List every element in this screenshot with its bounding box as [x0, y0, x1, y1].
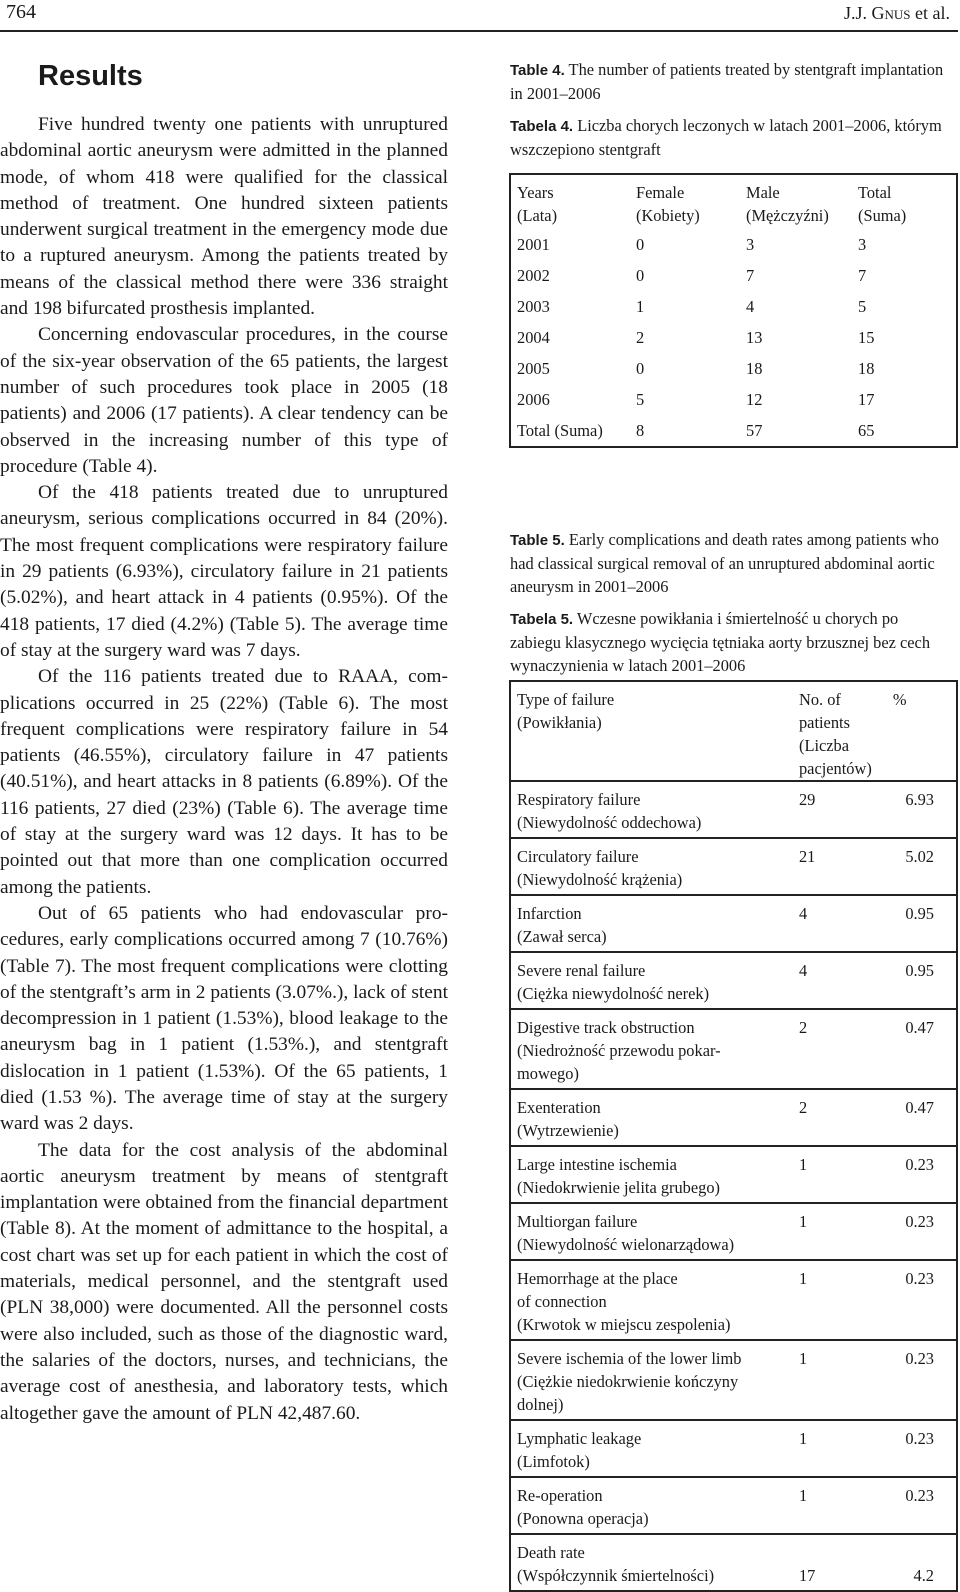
table-cell: Severe renal failure (Ciężka niewydolność nerek): [510, 952, 799, 1009]
column-header: Male (Mężczyźni): [746, 183, 829, 225]
table4-caption-pl: Tabela 4. Liczba chorych leczonych w latach 2001–2006, którym wszczepiono stentgraft: [510, 116, 942, 159]
table-header-row: [510, 174, 957, 230]
column-header: Years (Lata): [517, 183, 558, 225]
tables-column: [510, 58, 958, 161]
table-cell: 2002: [517, 266, 550, 285]
table-cell: 2: [799, 1089, 873, 1146]
table-row: [510, 323, 957, 354]
table-cell: 0.23: [873, 1260, 957, 1340]
table-header-row: [510, 681, 957, 781]
table-cell: 0.47: [873, 1009, 957, 1089]
table-cell: 18: [858, 359, 875, 378]
table-cell: 29: [799, 781, 873, 838]
column-header: %: [892, 690, 907, 709]
page-header: [0, 0, 958, 32]
table-cell: 6.93: [873, 781, 957, 838]
table5-captions: [510, 528, 950, 677]
table-total-row: [510, 416, 957, 447]
table-cell: 7: [746, 266, 755, 285]
table-cell: 15: [858, 328, 875, 347]
table-cell: 5.02: [873, 838, 957, 895]
table-cell: 0: [636, 235, 645, 254]
table-cell: 0.95: [873, 952, 957, 1009]
table4: [509, 173, 958, 448]
table-row: [510, 292, 957, 323]
table-row: [510, 1340, 957, 1420]
column-header: Female (Kobiety): [636, 183, 700, 225]
table-cell: 7: [858, 266, 867, 285]
table-row: [510, 1534, 957, 1591]
table-cell: Hemorrhage at the place of connection (Krwotok w miejscu zespolenia): [510, 1260, 799, 1340]
table-cell: 8: [636, 421, 645, 440]
column-header: No. of patients (Liczba pacjentów): [798, 690, 872, 778]
table-cell: 1: [799, 1477, 873, 1534]
table-cell: Severe ischemia of the lower limb (Ciężkie niedokrwienie kończyny dolnej): [510, 1340, 799, 1420]
table-cell: 4.2: [873, 1534, 957, 1591]
table-cell: 17: [858, 390, 875, 409]
table4-caption-en: Table 4. The number of patients treated by stentgraft implantation in 2001–2006: [510, 60, 944, 103]
table-cell: 57: [746, 421, 763, 440]
table-cell: 65: [858, 421, 875, 440]
table-cell: 0: [636, 359, 645, 378]
table-cell: 2004: [517, 328, 550, 347]
table5: [509, 680, 958, 1592]
table-cell: 4: [746, 297, 755, 316]
table-row: [510, 261, 957, 292]
table-row: [510, 1146, 957, 1203]
table-cell: 13: [746, 328, 763, 347]
table-row: [510, 1089, 957, 1146]
table-cell: 2: [636, 328, 645, 347]
table-cell: Large intestine ischemia (Niedokrwienie jelita grubego): [510, 1146, 799, 1203]
paragraph: Concerning endovascular procedures, in the course of the six-year observation of the 65 patients, the largest number of such procedures took place in 2005 (18 patients) and 2006 (17 patients). A clear tendency can be observed in the increasing number of this type of procedure (Table 4).: [0, 324, 448, 477]
table-row: [510, 354, 957, 385]
table-cell: 2006: [517, 390, 550, 409]
table-cell: 2003: [517, 297, 550, 316]
table-row: [510, 895, 957, 952]
table-cell: 12: [746, 390, 763, 409]
table5-caption-en: Table 5. Early complications and death rates among patients who had classical surgical removal of an unruptured abdominal aortic aneurysm in 2001–2006: [510, 530, 939, 596]
table-row: [510, 230, 957, 261]
table-cell: 0.23: [873, 1340, 957, 1420]
table-cell: 1: [799, 1420, 873, 1477]
table-cell: 1: [799, 1146, 873, 1203]
table-cell: Circulatory failure (Niewydolność krążenia): [510, 838, 799, 895]
table-cell: Total (Suma): [517, 421, 603, 440]
table-cell: Multiorgan failure (Niewydolność wielonarządowa): [510, 1203, 799, 1260]
table-cell: 0.23: [873, 1203, 957, 1260]
table-cell: 2: [799, 1009, 873, 1089]
table-cell: Re-operation (Ponowna operacja): [510, 1477, 799, 1534]
table-cell: Infarction (Zawał serca): [510, 895, 799, 952]
paragraph: Of the 116 patients treated due to RAAA, complications occurred in 25 (22%) (Table 6). The most frequent complications were respiratory failure in 54 patients (46.55%), circulatory failure in 47 patients (40.51%), and heart attacks in 8 patients (6.89%). Of the 116 patients, 27 died (23%) (Table 6). The average time of stay at the surgery ward was 12 days. It has to be pointed out that more than one complication occurred among the patients.: [0, 666, 448, 898]
table-cell: 1: [799, 1203, 873, 1260]
paragraph: Five hundred twenty one patients with unruptured abdominal aortic aneurysm were admitted in the planned mode, of whom 418 were qualified for the classical method of treatment. One hundred sixteen patients underwent surgical treatment in the emergency mode due to a ruptured aneurysm. Among the patients treated by means of the classical method there were 336 straight and 198 bifurcated prosthesis implanted.: [0, 114, 448, 320]
table-cell: 0.47: [873, 1089, 957, 1146]
table-cell: Digestive track obstruction (Niedrożność przewodu pokar- mowego): [510, 1009, 799, 1089]
body-column: [0, 58, 448, 1427]
paragraph: The data for the cost analysis of the abdominal aortic aneurysm treatment by means of stentgraft implantation were obtained from the financial department (Table 8). At the moment of admittance to the hospital, a cost chart was set up for each patient in which the cost of materials, medical personnel, and the stentgraft used (PLN 38,000) were documented. All the personnel costs were also included, such as those of the diagnostic ward, the salaries of the doctors, nurses, and technicians, the average cost of anesthesia, and laboratory tests, which altogether gave the amount of PLN 42,487.60.: [0, 1139, 448, 1424]
table-row: [510, 1477, 957, 1534]
running-head: J.J. Gnus et al.: [843, 3, 950, 23]
table-cell: 2001: [517, 235, 550, 254]
table-cell: 0.23: [873, 1146, 957, 1203]
table-cell: 5: [636, 390, 645, 409]
table-cell: 21: [799, 838, 873, 895]
table-cell: Respiratory failure (Niewydolność oddechowa): [510, 781, 799, 838]
table-cell: 3: [746, 235, 755, 254]
column-header: Type of failure (Powikłania): [517, 690, 615, 732]
section-title: Results: [38, 60, 143, 92]
table-cell: 1: [799, 1260, 873, 1340]
table-cell: 5: [858, 297, 867, 316]
table-cell: 2005: [517, 359, 550, 378]
paragraph: Of the 418 patients treated due to unruptured aneurysm, serious complications occurred in 84 (20%). The most frequent complications were respiratory failure in 29 patients (6.93%), circulatory failure in 21 patients (5.02%), and heart attack in 4 patients (0.95%). Of the 418 patients, 17 died (4.2%) (Table 5). The average time of stay at the surgery ward was 7 days.: [0, 482, 448, 661]
paragraph: Out of 65 patients who had endovascular procedures, early complications occurred among 7 (10.76%) (Table 7). The most frequent complications were clotting of the stentgraft’s arm in 2 patients (3.07%.), lack of stent decompression in 1 patient (1.53%), blood leakage to the aneurysm bag in 1 patient (1.53%.), and stentgraft dislocation in 1 patient (1.53%). Of the 65 patients, 1 died (1.53 %). The average time of stay at the surgery ward was 2 days.: [0, 902, 448, 1135]
table-row: [510, 1009, 957, 1089]
table-cell: 1: [799, 1340, 873, 1420]
table-cell: Lymphatic leakage (Limfotok): [510, 1420, 799, 1477]
table-row: [510, 1203, 957, 1260]
table-cell: 0.95: [873, 895, 957, 952]
table-row: [510, 838, 957, 895]
table-row: [510, 952, 957, 1009]
table-cell: Exenteration (Wytrzewienie): [510, 1089, 799, 1146]
table-row: [510, 781, 957, 838]
table-cell: 18: [746, 359, 763, 378]
table-cell: Death rate (Współczynnik śmiertelności): [510, 1534, 799, 1591]
table-row: [510, 1420, 957, 1477]
page-number: 764: [6, 1, 36, 23]
table-cell: 3: [858, 235, 867, 254]
table-cell: 0.23: [873, 1477, 957, 1534]
table-cell: 1: [636, 297, 645, 316]
table-row: [510, 1260, 957, 1340]
table-cell: 0: [636, 266, 645, 285]
table5-caption-pl: Tabela 5. Wczesne powikłania i śmiertelność u chorych po zabiegu klasycznego wycięcia tętniaka aorty brzusznej bez cech wynaczynienia w latach 2001–2006: [510, 609, 931, 675]
table-cell: 4: [799, 895, 873, 952]
column-header: Total (Suma): [858, 183, 907, 225]
table-cell: 0.23: [873, 1420, 957, 1477]
table-cell: 17: [799, 1534, 873, 1591]
table-row: [510, 385, 957, 416]
table-cell: 4: [799, 952, 873, 1009]
